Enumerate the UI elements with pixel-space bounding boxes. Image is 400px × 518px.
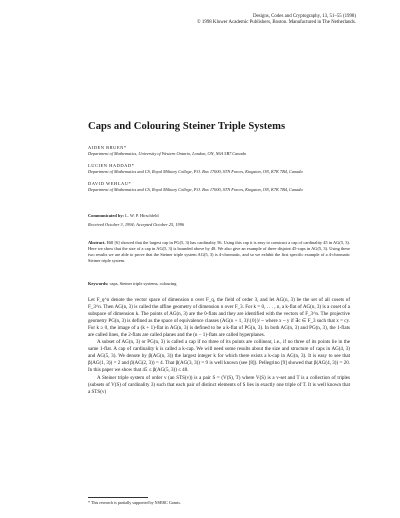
footnote: * This research is partially supported by NSERC Grants. [88,500,181,505]
communicated-label: Communicated by: [88,213,124,218]
abstract [88,240,350,264]
received-dates: Received October 3, 1994; Accepted October 25, 1996 [88,222,185,227]
author-block [88,163,350,175]
keywords [88,281,350,287]
author-affiliation: Department of Mathematics and CS, Royal Military College, P.O. Box 17000, STN Forces, Kingston, ON, K7K 7B4, Canada [88,168,303,174]
body-text [88,297,350,396]
author-block [88,145,350,157]
author-name: DAVID WEHLAU* [88,180,132,186]
footnote-rule [88,497,148,498]
copyright-line: © 1998 Kluwer Academic Publishers, Boston. Manufactured in The Netherlands. [196,20,356,26]
author-name: AIDEN BRUEN* [88,145,127,150]
author-block [88,181,350,193]
author-name: LUCIEN HADDAD* [88,162,135,168]
abstract-label: Abstract. [88,240,106,245]
journal-citation: Designs, Codes and Cryptography, 13, 51–55 (1998) [252,14,356,19]
keywords-text: caps, Steiner triple systems, colouring [109,281,177,286]
abstract-text: Hill [6] showed that the largest cap in PG(5, 3) has cardinality 56. Using this cap it is easy to construct a cap of cardinality 45 in AG(5, 3). Here we show that the size of a cap in AG(5, 3) is bounded above by 48. We also give an example of three disjoint 45-caps in AG(5, 3). Using these two results we are able to prove that the Steiner triple system AG(5, 3) is 4-chromatic, and so we exhibit the first specific example of a 4-chromatic Steiner triple system. [88,240,350,264]
communicated-by [88,213,350,219]
author-affiliation: Department of Mathematics and CS, Royal Military College, P.O. Box 17000, STN Forces, Kingston, ON, K7K 7B4, Canada [88,186,303,192]
body-paragraph: Let F_q^n denote the vector space of dimension n over F_q, the field of order 3, and let AG(n, 3) be the set of all cosets of F_3^n. Then AG(n, 3) is called the affine geometry of dimension n over F_3. For k = 0, . . . , n, a k-flat of AG(n, 3) is a coset of a subspace of dimension k. The points of AG(n, 3) are the 0-flats and they are identified with the vectors of F_3^n. The projective geometry PG(n, 3) is defined as the space of equivalence classes (AG(n + 1, 3)\{0})/ ~ where x ~ y if ∃c ∈ F_3 such that x = cy. For k ≥ 0, the image of a (k + 1)-flat in AG(n, 3) is defined to be a k-flat of PG(n, 3). In both AG(n, 3) and PG(n, 3), the 1-flats are called lines, the 2-flats are called planes and the (n − 1)-flats are called hyperplanes. [88,297,350,339]
journal-header [197,14,356,27]
body-paragraph: A Steiner triple system of order v (an STS(v)) is a pair S = (V(S), T) where V(S) is a v-set and T is a collection of triples (subsets of V(S) of cardinality 3) such that each pair of distinct elements of S lies in exactly one triple of T. It is well known that a STS(v) [88,374,350,395]
body-paragraph: A subset of AG(n, 3) or PG(n, 3) is called a cap if no three of its points are collinear, i.e., if no three of its points lie in the same 1-flat. A cap of cardinality k is called a k-cap. We will need some results about the size and structure of caps in AG(4, 3) and AG(5, 3). We denote by β(AG(n, 3)) the largest integer k for which there exists a k-cap in AG(n, 3). It is easy to see that β(AG(1, 3)) = 2 and β(AG(2, 3)) = 4. That β(AG(3, 3)) = 9 is well known (see [8]). Pellegrino [9] showed that β(AG(4, 3)) = 20. In this paper we show that 45 ≤ β(AG(5, 3)) ≤ 48. [88,339,350,374]
author-list [88,145,350,198]
communicated-name: L. W. P. Hirschfeld [125,213,159,218]
paper-title: Caps and Colouring Steiner Triple Systems [88,121,286,132]
author-affiliation: Department of Mathematics, University of Western Ontario, London, ON, N6A 5B7 Canada [88,151,246,156]
keywords-label: Keywords: [88,281,109,286]
